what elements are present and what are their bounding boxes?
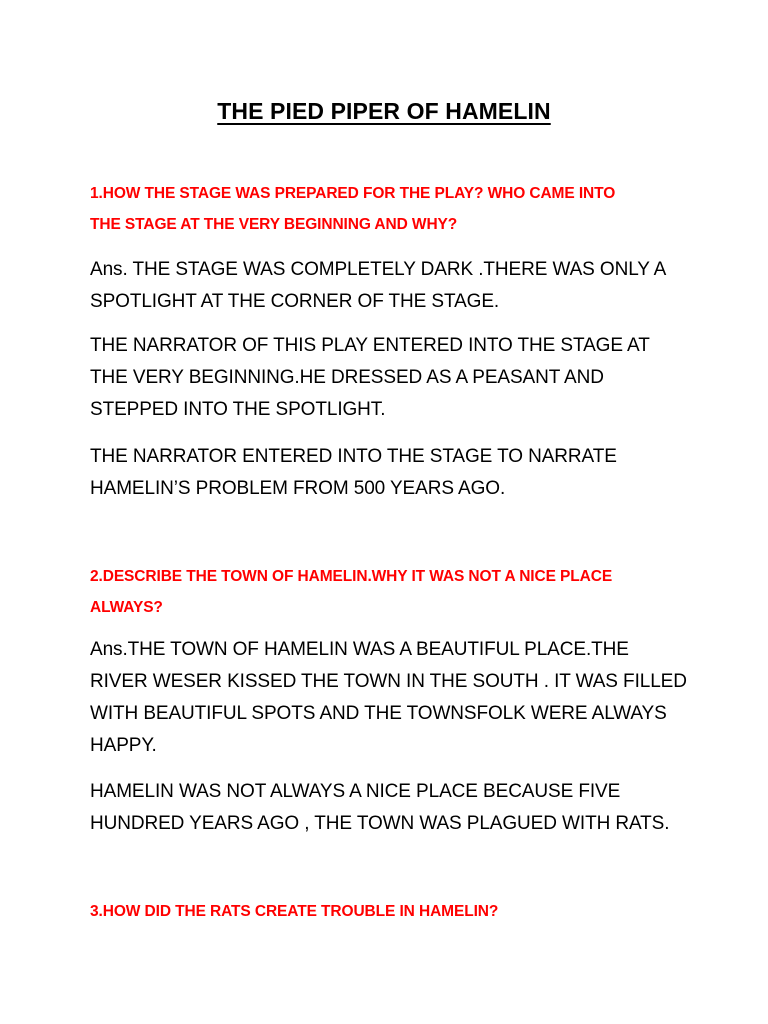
answer-line: THE NARRATOR ENTERED INTO THE STAGE TO NARRATE: [90, 446, 617, 467]
answer-1-paragraph-2: [90, 330, 710, 426]
answer-line: HAMELIN’S PROBLEM FROM 500 YEARS AGO.: [90, 478, 506, 499]
question-2-line-2: ALWAYS?: [90, 599, 163, 616]
answer-line: WITH BEAUTIFUL SPOTS AND THE TOWNSFOLK WERE ALWAYS: [90, 703, 667, 724]
answer-2-paragraph-1: [90, 634, 710, 762]
answer-line: THE VERY BEGINNING.HE DRESSED AS A PEASANT AND: [90, 367, 604, 388]
answer-line: HAMELIN WAS NOT ALWAYS A NICE PLACE BECAUSE FIVE: [90, 781, 621, 802]
answer-line: Ans. THE STAGE WAS COMPLETELY DARK .THERE WAS ONLY A: [90, 259, 667, 280]
answer-2-paragraph-2: [90, 776, 710, 840]
answer-line: Ans.THE TOWN OF HAMELIN WAS A BEAUTIFUL PLACE.THE: [90, 639, 629, 660]
question-2: [90, 561, 710, 623]
question-3-line-1: 3.HOW DID THE RATS CREATE TROUBLE IN HAMELIN?: [90, 903, 499, 920]
question-1: [90, 178, 710, 240]
answer-1-paragraph-1: [90, 254, 710, 318]
answer-line: SPOTLIGHT AT THE CORNER OF THE STAGE.: [90, 291, 500, 312]
question-3: [90, 896, 710, 927]
answer-line: STEPPED INTO THE SPOTLIGHT.: [90, 399, 386, 420]
question-2-line-1: 2.DESCRIBE THE TOWN OF HAMELIN.WHY IT WAS NOT A NICE PLACE: [90, 568, 613, 585]
answer-line: THE NARRATOR OF THIS PLAY ENTERED INTO THE STAGE AT: [90, 335, 650, 356]
answer-line: HUNDRED YEARS AGO , THE TOWN WAS PLAGUED WITH RATS.: [90, 813, 670, 834]
question-1-line-1: 1.HOW THE STAGE WAS PREPARED FOR THE PLAY? WHO CAME INTO: [90, 185, 616, 202]
page-title: THE PIED PIPER OF HAMELIN: [217, 98, 551, 124]
question-1-line-2: THE STAGE AT THE VERY BEGINNING AND WHY?: [90, 216, 458, 233]
answer-line: RIVER WESER KISSED THE TOWN IN THE SOUTH . IT WAS FILLED: [90, 671, 687, 692]
answer-1-paragraph-3: [90, 441, 710, 505]
answer-line: HAPPY.: [90, 735, 157, 756]
